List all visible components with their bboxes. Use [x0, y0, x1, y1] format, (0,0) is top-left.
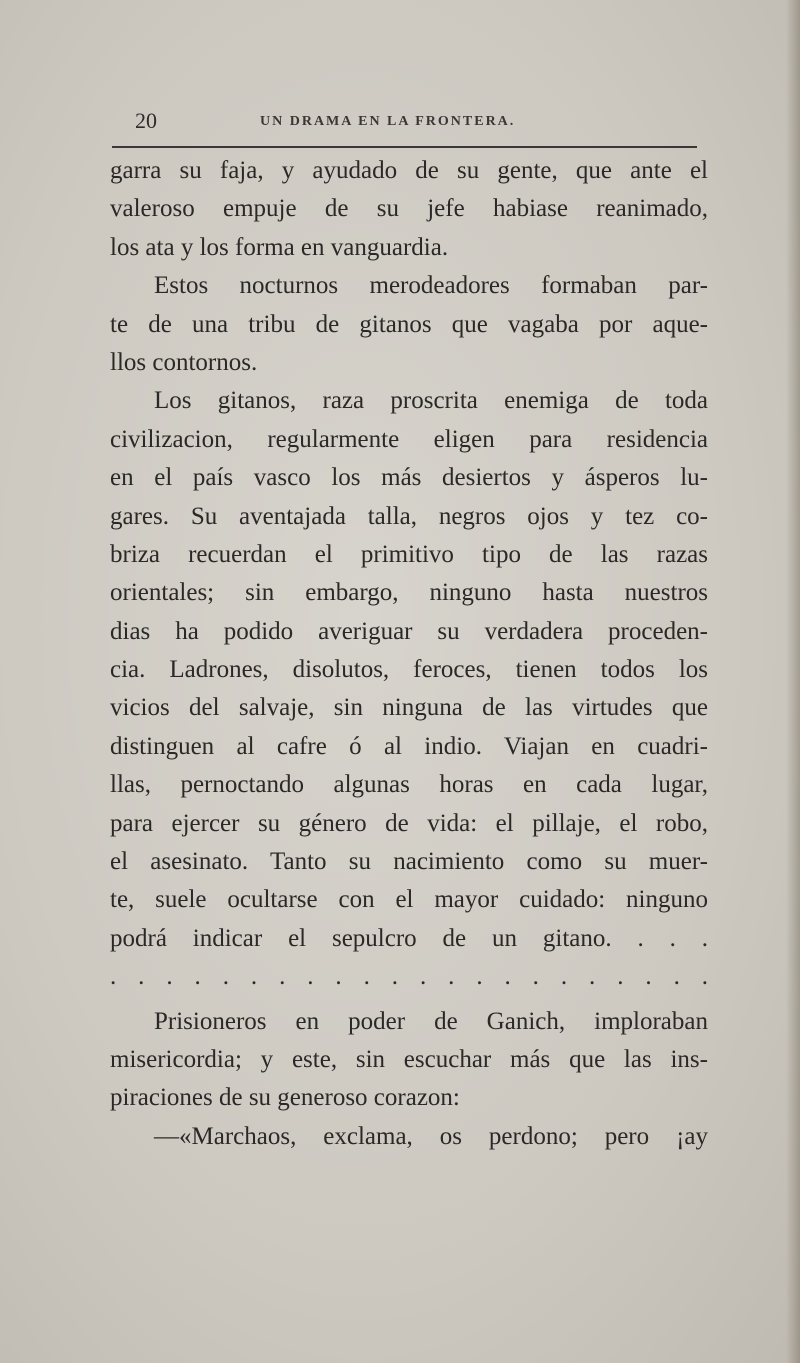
text-line: para ejercer su género de vida: el pillaje, el robo,	[110, 809, 708, 837]
paragraph-1	[110, 152, 708, 267]
running-title: UN DRAMA EN LA FRONTERA.	[260, 114, 516, 129]
text-line: valeroso empuje de su jefe habiase reanimado,	[110, 195, 708, 223]
text-line: gares. Su aventajada talla, negros ojos y tez co-	[110, 502, 708, 530]
paragraph-3	[110, 382, 708, 958]
paragraph-5	[110, 1118, 708, 1156]
text-line: te, suele ocultarse con el mayor cuidado: ninguno	[110, 886, 708, 914]
text-line: civilizacion, regularmente eligen para residencia	[110, 425, 708, 453]
page-edge-shadow	[786, 0, 800, 1363]
header-rule	[112, 146, 697, 148]
text-line: en el país vasco los más desiertos y ásperos lu-	[110, 464, 708, 492]
ellipsis-dots-row: . . . . . . . . . . . . . . . . . . . . . .	[110, 963, 708, 991]
text-line: piraciones de su generoso corazon:	[110, 1084, 460, 1112]
text-line: vicios del salvaje, sin ninguna de las virtudes que	[110, 694, 708, 722]
text-line: Los gitanos, raza proscrita enemiga de toda	[154, 387, 708, 415]
text-line: Estos nocturnos merodeadores formaban par-	[154, 272, 708, 300]
paragraph-4	[110, 1003, 708, 1118]
text-line: los ata y los forma en vanguardia.	[110, 233, 449, 261]
text-line: el asesinato. Tanto su nacimiento como su muer-	[110, 848, 708, 876]
text-line: —«Marchaos, exclama, os perdono; pero ¡ay	[154, 1122, 708, 1150]
text-line: cia. Ladrones, disolutos, feroces, tienen todos los	[110, 656, 708, 684]
text-line: orientales; sin embargo, ninguno hasta nuestros	[110, 579, 708, 607]
running-header	[135, 108, 695, 138]
text-line: llas, pernoctando algunas horas en cada lugar,	[110, 771, 708, 799]
text-line: podrá indicar el sepulcro de un gitano. . . .	[110, 924, 708, 952]
text-line: llos contornos.	[110, 348, 258, 376]
text-line: te de una tribu de gitanos que vagaba por aque-	[110, 310, 708, 338]
text-line: briza recuerdan el primitivo tipo de las razas	[110, 540, 708, 568]
text-line: garra su faja, y ayudado de su gente, que ante el	[110, 157, 708, 184]
page-number: 20	[135, 108, 157, 133]
text-line: distinguen al cafre ó al indio. Viajan en cuadri-	[110, 732, 708, 760]
text-line: misericordia; y este, sin escuchar más que las ins-	[110, 1045, 708, 1073]
paragraph-2	[110, 267, 708, 382]
text-line: Prisioneros en poder de Ganich, imploraban	[154, 1007, 708, 1035]
body-text	[110, 152, 708, 1156]
text-line: dias ha podido averiguar su verdadera proceden-	[110, 617, 708, 645]
